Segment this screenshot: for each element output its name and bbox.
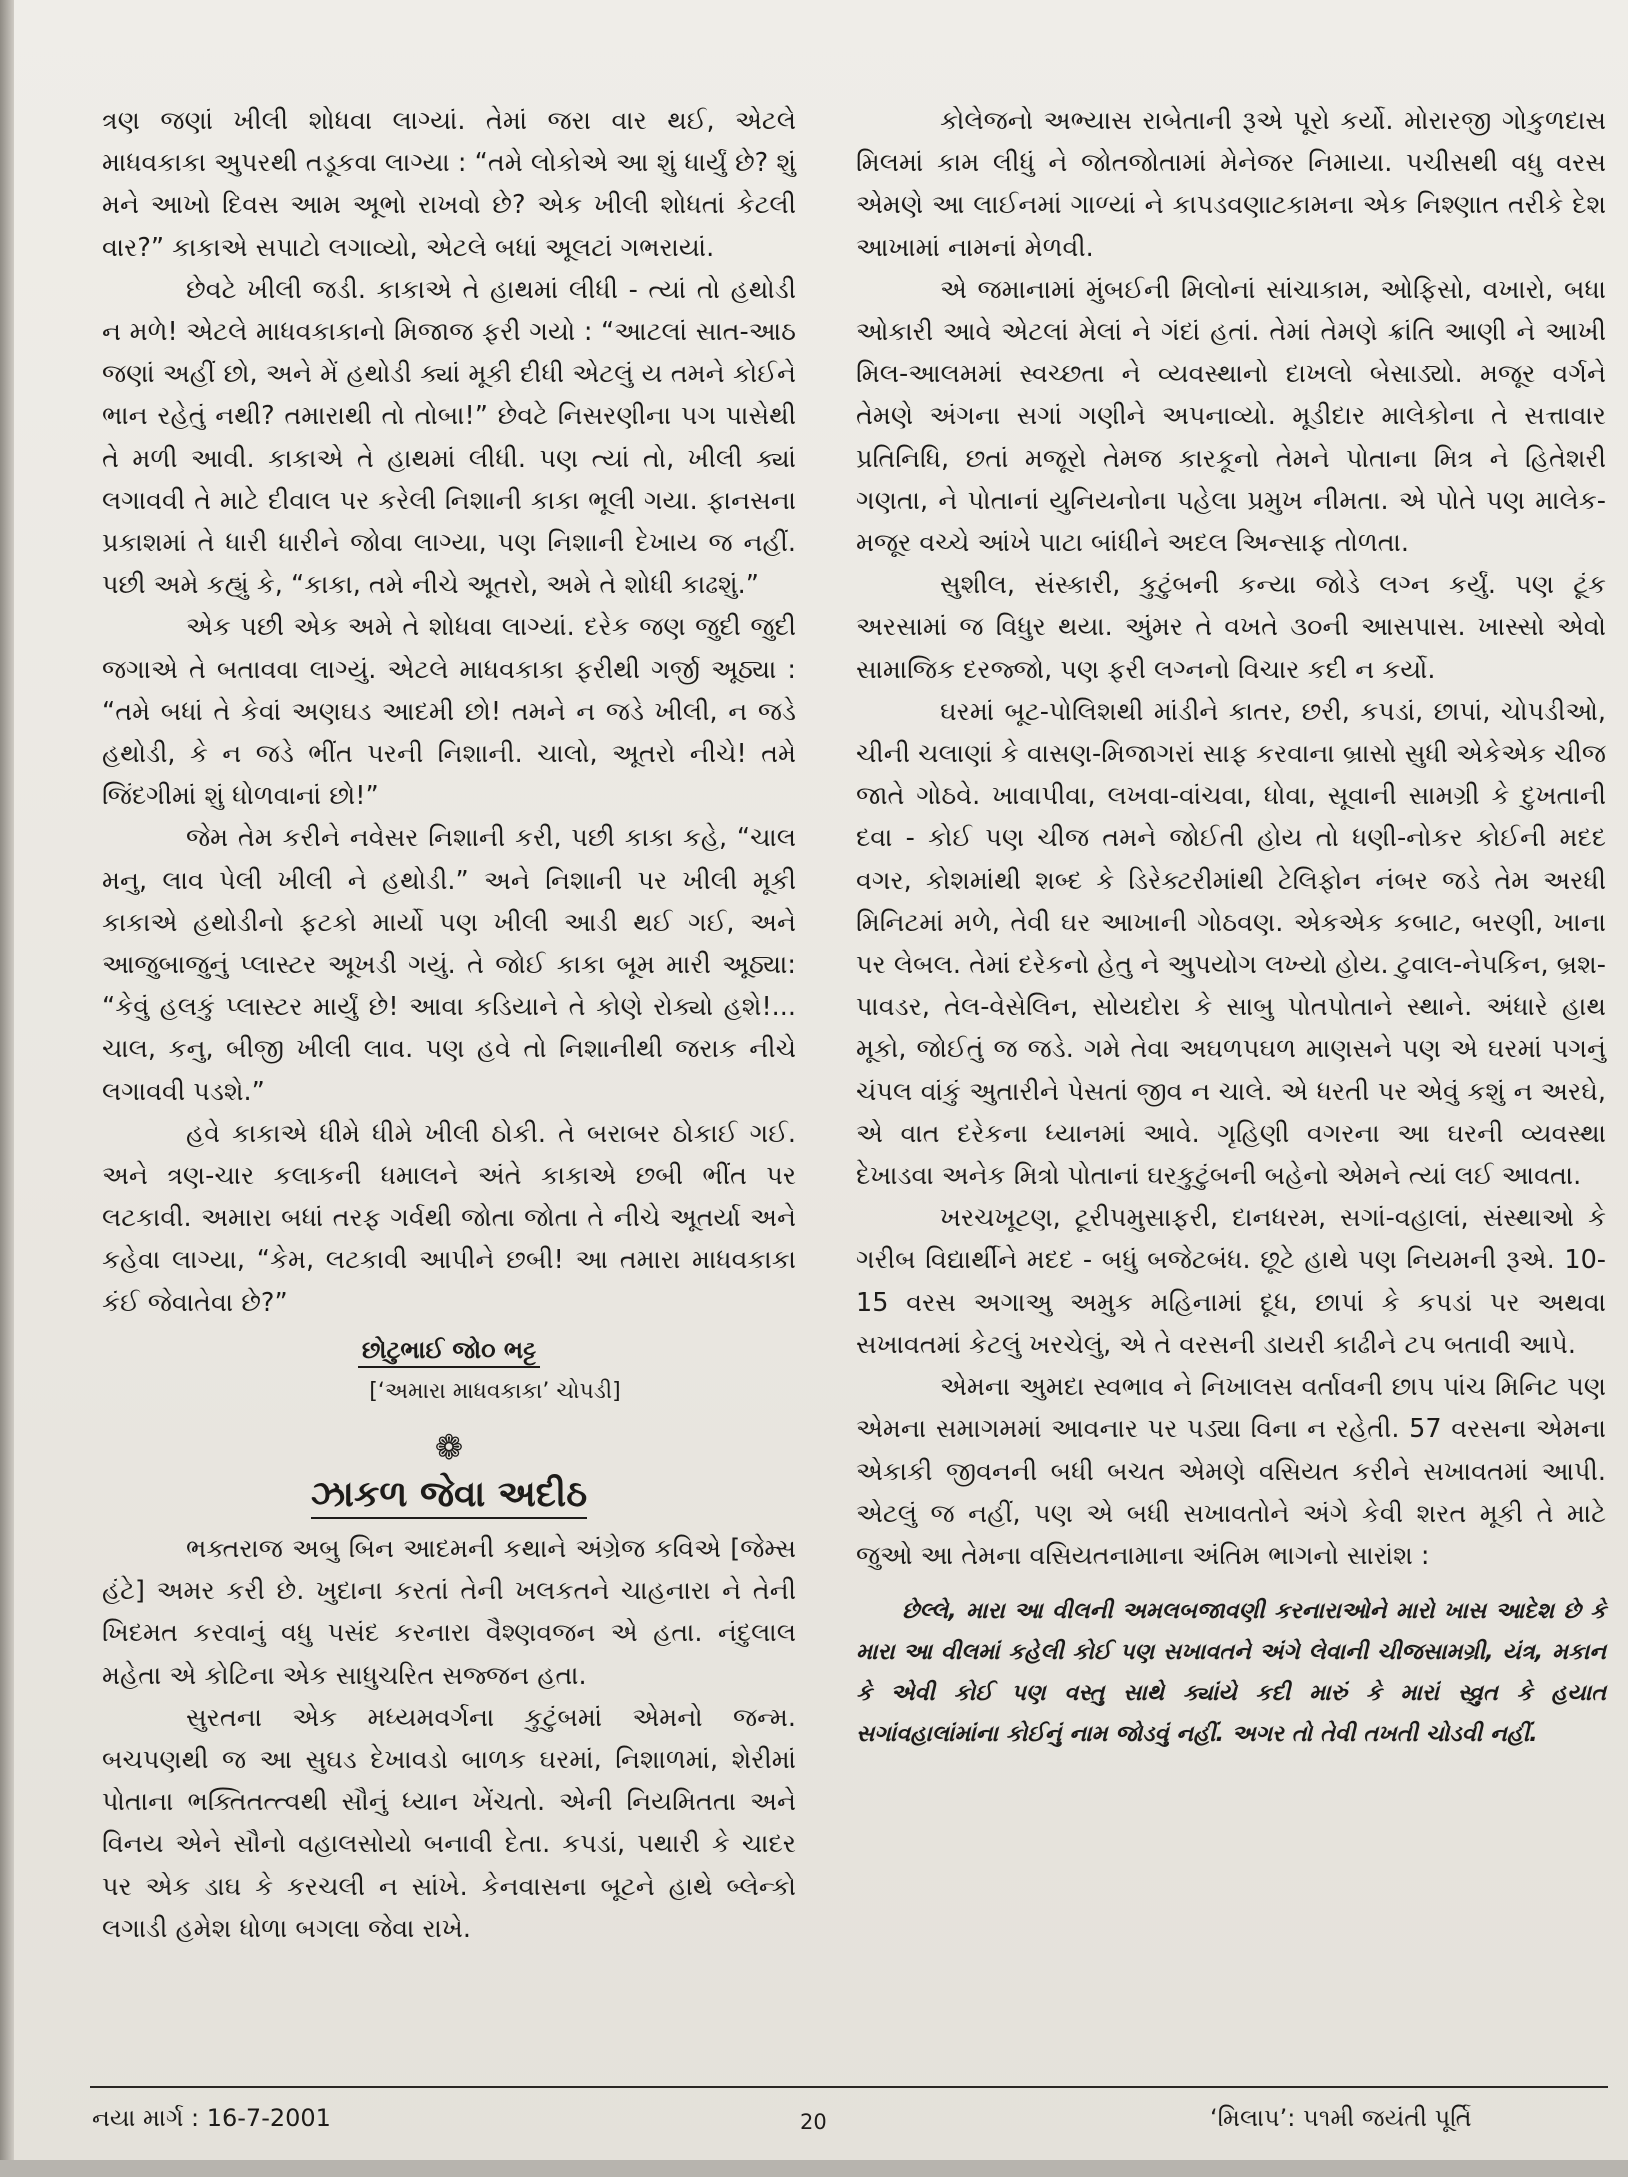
right-paragraph-5: ખરચખૂટણ, ટૂરીપમુસાફરી, દાનધરમ, સગાં-વહાલાં, સંસ્થાઓ કે ગરીબ વિદ્યાર્થીને મદદ - બધું બજેટબંધ. છૂટે હાથે પણ નિયમની રૂએ. 10-15 વરસ અગાઅુ અમુક મહિનામાં દૂધ, છાપાં કે કપડાં પર અથવા સખાવતમાં કેટલું ખરચેલું, એ તે વરસની ડાયરી કાઢીને ટપ બતાવી આપે.: [856, 1203, 1606, 1360]
footer-publication-date: નયા માર્ગ : 16-7-2001: [92, 2104, 331, 2132]
right-paragraph-3: સુશીલ, સંસ્કારી, કુટુંબની કન્યા જોડે લગ્ન કર્યું. પણ ટૂંક અરસામાં જ વિધુર થયા. અુંમર તે વખતે ૩૦ની આસપાસ. ખાસ્સો એવો સામાજિક દરજ્જો, પણ ફરી લગ્નનો વિચાર કદી ન કર્યો.: [856, 570, 1606, 685]
left-paragraph-1: ત્રણ જણાં ખીલી શોધવા લાગ્યાં. તેમાં જરા વાર થઈ, એટલે માધવકાકા અુપરથી તડૂકવા લાગ્યા : “તમે લોકોએ આ શું ધાર્યું છે? શું મને આખો દિવસ આમ અૂભો રાખવો છે? એક ખીલી શોધતાં કેટલી વાર?” કાકાએ સપાટો લગાવ્યો, એટલે બધાં અૂલટાં ગભરાયાં.: [102, 106, 796, 263]
right-column: [856, 100, 1606, 1755]
source-citation: [‘અમારા માધવકાકા’ ચોપડી]: [369, 1378, 621, 1404]
right-paragraph-2: એ જમાનામાં મુંબઈની મિલોનાં સાંચાકામ, ઓફિસો, વખારો, બધા ઓકારી આવે એટલાં મેલાં ને ગંદાં હતાં. તેમાં તેમણે ક્રાંતિ આણી ને આખી મિલ-આલમમાં સ્વચ્છતા ને વ્યવસ્થાનો દાખલો બેસાડ્યો. મજૂર વર્ગને તેમણે અંગના સગાં ગણીને અપનાવ્યો. મૂડીદાર માલેકોના તે સત્તાવાર પ્રતિનિધિ, છતાં મજૂરો તેમજ કારકૂનો તેમને પોતાના મિત્ર ને હિતેશરી ગણતા, ને પોતાનાં યુનિયનોના પહેલા પ્રમુખ નીમતા. એ પોતે પણ માલેક-મજૂર વચ્ચે આંખે પાટા બાંધીને અદલ અિન્સાફ તોળતા.: [856, 274, 1606, 559]
scan-edge-shadow: [0, 0, 14, 2177]
left-paragraph-3: એક પછી એક અમે તે શોધવા લાગ્યાં. દરેક જણ જુદી જુદી જગાએ તે બતાવવા લાગ્યું. એટલે માધવકાકા ફરીથી ગર્જી અૂઠ્યા : “તમે બધાં તે કેવાં અણઘડ આદમી છો! તમને ન જડે ખીલી, ન જડે હથોડી, કે ન જડે ભીંત પરની નિશાની. ચાલો, અૂતરો નીચે! તમે જિંદગીમાં શું ધોળવાનાં છો!”: [102, 612, 796, 812]
left-paragraph-4: જેમ તેમ કરીને નવેસર નિશાની કરી, પછી કાકા કહે, “ચાલ મનુ, લાવ પેલી ખીલી ને હથોડી.” અને નિશાની પર ખીલી મૂકી કાકાએ હથોડીનો ફટકો માર્યો પણ ખીલી આડી થઈ ગઈ, અને આજુબાજુનું પ્લાસ્ટર અૂખડી ગયું. તે જોઈ કાકા બૂમ મારી અૂઠ્યા: “કેવું હલકું પ્લાસ્ટર માર્યું છે! આવા કડિયાને તે કોણે રોક્યો હશે!... ચાલ, કનુ, બીજી ખીલી લાવ. પણ હવે તો નિશાનીથી જરાક નીચે લગાવવી પડશે.”: [102, 823, 796, 1107]
footer-divider: [90, 2086, 1608, 2088]
author-byline: [102, 1330, 796, 1370]
right-paragraph-4: ઘરમાં બૂટ-પોલિશથી માંડીને કાતર, છરી, કપડાં, છાપાં, ચોપડીઓ, ચીની ચલાણાં કે વાસણ-મિજાગરાં સાફ કરવાના બ્રાસો સુધી એકેએક ચીજ જાતે ગોઠવે. ખાવાપીવા, લખવા-વાંચવા, ધોવા, સૂવાની સામગ્રી કે દુખતાની દવા - કોઈ પણ ચીજ તમને જોઈતી હોય તો ધણી-નોકર કોઈની મદદ વગર, કોશમાંથી શબ્દ કે ડિરેક્ટરીમાંથી ટેલિફોન નંબર જડે તેમ અરધી મિનિટમાં મળે, તેવી ઘર આખાની ગોઠવણ. એકએક કબાટ, બરણી, ખાના પર લેબલ. તેમાં દરેકનો હેતુ ને અુપયોગ લખ્યો હોય. ટુવાલ-નેપકિન, બ્રશ-પાવડર, તેલ-વેસેલિન, સોયદોરા કે સાબુ પોતપોતાને સ્થાને. અંધારે હાથ મૂકો, જોઈતું જ જડે. ગમે તેવા અઘળપઘળ માણસને પણ એ ઘરમાં પગનું ચંપલ વાંકું અુતારીને પેસતાં જીવ ન ચાલે. એ ધરતી પર એવું કશું ન અરઘે, એ વાત દરેકના ધ્યાનમાં આવે. ગૃહિણી વગરના આ ઘરની વ્યવસ્થા દેખાડવા અનેક મિત્રો પોતાનાં ઘરકુટુંબની બહેનો એમને ત્યાં લઈ આવતા.: [856, 696, 1606, 1192]
page-number: 20: [800, 2110, 827, 2134]
author-name: છોટુભાઈ જો૦ ભટ્ટ: [358, 1336, 540, 1368]
section-paragraph-1: ભક્તરાજ અબુ બિન આદમની કથાને અંગ્રેજ કવિએ [જેમ્સ હંટે] અમર કરી છે. ખુદાના કરતાં તેની ખલકતને ચાહનારા ને તેની ખિદમત કરવાનું વધુ પસંદ કરનારા વૈશ્ણવજન એ હતા. નંદુલાલ મહેતા એ કોટિના એક સાધુચરિત સજ્જન હતા.: [102, 1533, 796, 1691]
section-title-text: ઝાકળ જેવા અદીઠ: [311, 1474, 587, 1519]
footer-supplement-title: ‘મિલાપ’: ૫૧મી જયંતી પૂર્તિ: [1210, 2104, 1472, 2132]
scan-bottom-strip: [0, 2160, 1628, 2177]
left-paragraph-2: છેવટે ખીલી જડી. કાકાએ તે હાથમાં લીધી - ત્યાં તો હથોડી ન મળે! એટલે માધવકાકાનો મિજાજ ફરી ગયો : “આટલાં સાત-આઠ જણાં અહીં છો, અને મેં હથોડી ક્યાં મૂકી દીધી એટલું ય તમને કોઈને ભાન રહેતું નથી? તમારાથી તો તોબા!” છેવટે નિસરણીના પગ પાસેથી તે મળી આવી. કાકાએ તે હાથમાં લીધી. પણ ત્યાં તો, ખીલી ક્યાં લગાવવી તે માટે દીવાલ પર કરેલી નિશાની કાકા ભૂલી ગયા. ફાનસના પ્રકાશમાં તે ધારી ધારીને જોવા લાગ્યા, પણ નિશાની દેખાય જ નહીં. પછી અમે કહ્યું કે, “કાકા, તમે નીચે અૂતરો, અમે તે શોધી કાઢશું.”: [102, 274, 796, 601]
section-paragraph-2: સુરતના એક મધ્યમવર્ગના કુટુંબમાં એમનો જન્મ. બચપણથી જ આ સુઘડ દેખાવડો બાળક ઘરમાં, નિશાળમાં, શેરીમાં પોતાના ભક્તિતત્ત્વથી સૌનું ધ્યાન ખેંચતો. એની નિયમિતતા અને વિનય એને સૌનો વહાલસોયો બનાવી દેતા. કપડાં, પથારી કે ચાદર પર એક ડાઘ કે કરચલી ન સાંખે. કેનવાસના બૂટને હાથે બ્લેન્કો લગાડી હમેશ ધોળા બગલા જેવા રાખે.: [102, 1702, 796, 1944]
right-paragraph-6: એમના અુમદા સ્વભાવ ને નિખાલસ વર્તાવની છાપ પાંચ મિનિટ પણ એમના સમાગમમાં આવનાર પર પડ્યા વિના ન રહેતી. 57 વરસના એમના એકાકી જીવનની બધી બચત એમણે વસિયત કરીને સખાવતમાં આપી. એટલું જ નહીં, પણ એ બધી સખાવતોને અંગે કેવી શરત મૂકી તે માટે જુઓ આ તેમના વસિયતનામાના અંતિમ ભાગનો સારાંશ :: [856, 1372, 1606, 1571]
will-excerpt-quote: છેલ્લે, મારા આ વીલની અમલબજાવણી કરનારાઓને મારો ખાસ આદેશ છે કે મારા આ વીલમાં કહેલી કોઈ પણ સખાવતને અંગે લેવાની ચીજસામગ્રી, યંત્ર, મકાન કે એવી કોઈ પણ વસ્તુ સાથે ક્યાંયે કદી મારું કે મારાં સ્વ્રુત કે હયાત સગાંવહાલાંમાંના કોઈનું નામ જોડવું નહીં. અગર તો તેવી તખતી ચોડવી નહીં.: [856, 1598, 1606, 1748]
left-column: [102, 100, 796, 1950]
flower-ornament-icon: ❁: [434, 1427, 464, 1468]
right-paragraph-1: કોલેજનો અભ્યાસ રાબેતાની રૂએ પૂરો કર્યો. મોરારજી ગોકુળદાસ મિલમાં કામ લીધું ને જોતજોતામાં મેનેજર નિમાયા. પચીસથી વધુ વરસ એમણે આ લાઈનમાં ગાળ્યાં ને કાપડવણાટકામના એક નિશ્ણાત તરીકે દેશ આખામાં નામનાં મેળવી.: [856, 106, 1606, 263]
left-paragraph-5: હવે કાકાએ ધીમે ધીમે ખીલી ઠોકી. તે બરાબર ઠોકાઈ ગઈ. અને ત્રણ-ચાર કલાકની ધમાલને અંતે કાકાએ છબી ભીંત પર લટકાવી. અમારા બધાં તરફ ગર્વથી જોતા જોતા તે નીચે અૂતર્યા અને કહેવા લાગ્યા, “કેમ, લટકાવી આપીને છબી! આ તમારા માધવકાકા કંઈ જેવાતેવા છે?”: [102, 1118, 796, 1318]
section-title: [102, 1470, 796, 1520]
